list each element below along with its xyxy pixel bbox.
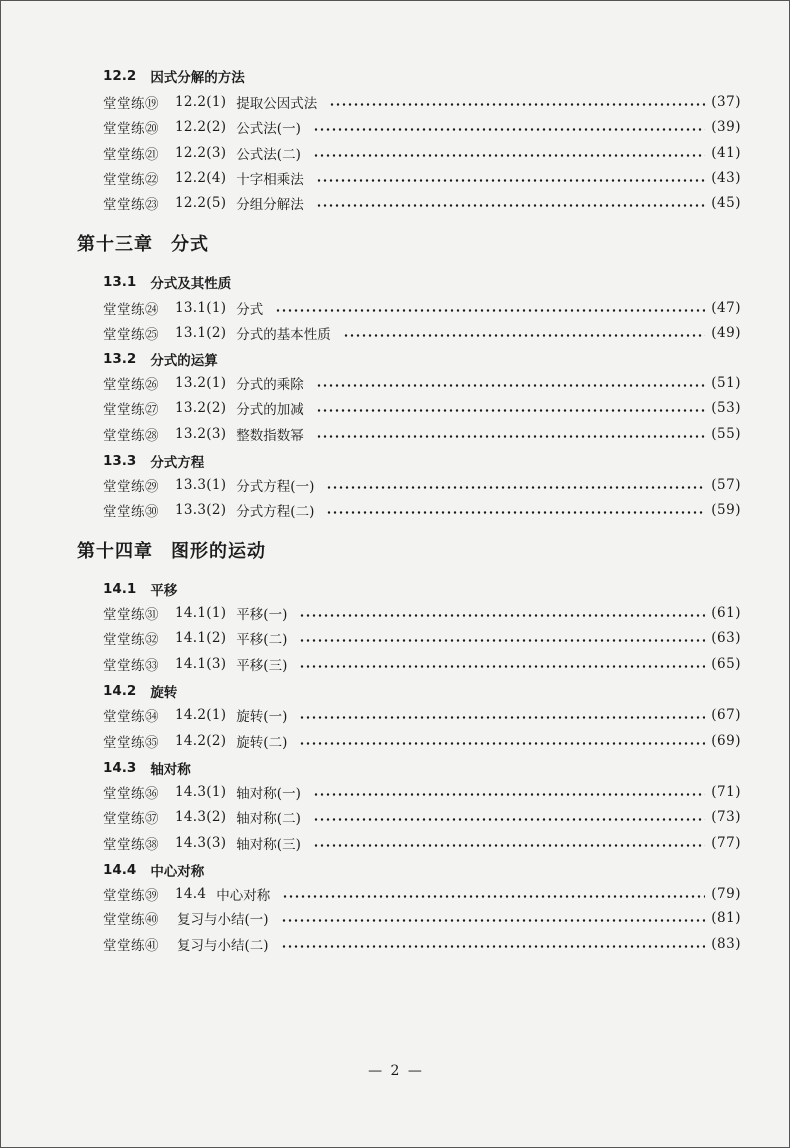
toc-entry[interactable] xyxy=(103,296,741,320)
page-reference: (43) xyxy=(711,170,741,186)
lesson-code: 14.3(2) xyxy=(175,809,227,825)
lesson-code: 13.3(1) xyxy=(175,477,227,493)
exercise-label: 堂堂练㊴ xyxy=(103,888,159,904)
lesson-title: 平移(三) xyxy=(236,658,288,674)
lesson-title: 分式 xyxy=(236,302,264,318)
lesson-title: 整数指数幂 xyxy=(236,428,304,444)
lesson-code: 13.2(2) xyxy=(175,400,227,416)
page-reference: (63) xyxy=(711,630,741,646)
page-reference: (65) xyxy=(711,656,741,672)
exercise-label: 堂堂练㉞ xyxy=(103,709,159,725)
lesson-title: 公式法(二) xyxy=(236,147,301,163)
section-number: 14.1 xyxy=(103,581,137,597)
lesson-code: 12.2(5) xyxy=(175,195,227,211)
chapter-number: 第十四章 xyxy=(77,541,153,562)
dot-leader xyxy=(299,639,705,642)
exercise-label: 堂堂练㉔ xyxy=(103,302,159,318)
lesson-title: 旋转(二) xyxy=(236,735,288,751)
exercise-label: 堂堂练㊵ xyxy=(103,912,159,928)
section-heading xyxy=(103,64,245,88)
exercise-label: 堂堂练㉟ xyxy=(103,735,159,751)
section-heading xyxy=(103,577,177,601)
section-heading xyxy=(103,347,218,371)
lesson-code: 13.3(2) xyxy=(175,502,227,518)
exercise-label: 堂堂练㊱ xyxy=(103,786,159,802)
lesson-code: 14.1(1) xyxy=(175,605,227,621)
lesson-code: 14.1(3) xyxy=(175,656,227,672)
section-title: 分式的运算 xyxy=(150,353,218,369)
lesson-code: 14.1(2) xyxy=(175,630,227,646)
section-number: 13.2 xyxy=(103,351,137,367)
lesson-code: 12.2(1) xyxy=(175,94,227,110)
toc-entry[interactable] xyxy=(103,882,741,906)
dot-leader xyxy=(299,614,705,617)
toc-entry[interactable] xyxy=(103,626,741,650)
dot-leader xyxy=(316,204,705,207)
page-reference: (47) xyxy=(711,300,741,316)
dot-leader xyxy=(316,409,705,412)
exercise-label: 堂堂练㉜ xyxy=(103,632,159,648)
section-heading xyxy=(103,679,177,703)
toc-entry[interactable] xyxy=(103,601,741,625)
exercise-label: 堂堂练㉘ xyxy=(103,428,159,444)
lesson-code: 14.2(2) xyxy=(175,733,227,749)
dot-leader xyxy=(299,742,705,745)
lesson-title: 分式方程(一) xyxy=(236,479,315,495)
chapter-title: 分式 xyxy=(171,234,209,255)
toc-entry[interactable] xyxy=(103,652,741,676)
lesson-code: 13.2(3) xyxy=(175,426,227,442)
page-reference: (49) xyxy=(711,325,741,341)
dot-leader xyxy=(299,716,705,719)
lesson-title: 平移(二) xyxy=(236,632,288,648)
exercise-label: 堂堂练⑳ xyxy=(103,121,159,137)
dot-leader xyxy=(316,435,705,438)
section-number: 14.3 xyxy=(103,760,137,776)
lesson-title: 中心对称 xyxy=(216,888,271,904)
dot-leader xyxy=(326,511,705,514)
dot-leader xyxy=(313,818,705,821)
section-heading xyxy=(103,858,204,882)
dot-leader xyxy=(313,793,705,796)
page-reference: (51) xyxy=(711,375,741,391)
section-title: 分式及其性质 xyxy=(150,276,232,292)
lesson-code: 14.3(3) xyxy=(175,835,227,851)
section-number: 14.2 xyxy=(103,683,137,699)
toc-entry[interactable] xyxy=(103,805,741,829)
page-reference: (53) xyxy=(711,400,741,416)
lesson-code: 14.2(1) xyxy=(175,707,227,723)
dot-leader xyxy=(299,665,705,668)
page-reference: (39) xyxy=(711,119,741,135)
lesson-title: 分组分解法 xyxy=(236,197,304,213)
lesson-title: 平移(一) xyxy=(236,607,288,623)
exercise-label: 堂堂练㉛ xyxy=(103,607,159,623)
exercise-label: 堂堂练⑲ xyxy=(103,96,159,112)
page-number: — 2 — xyxy=(368,1063,424,1079)
lesson-title: 分式方程(二) xyxy=(236,504,315,520)
lesson-title: 轴对称(二) xyxy=(236,811,301,827)
page-reference: (59) xyxy=(711,502,741,518)
section-title: 中心对称 xyxy=(150,864,205,880)
exercise-label: 堂堂练㉑ xyxy=(103,147,159,163)
lesson-title: 分式的加减 xyxy=(236,402,304,418)
dot-leader xyxy=(326,486,705,489)
chapter-heading xyxy=(77,538,266,562)
dot-leader xyxy=(316,384,705,387)
lesson-title: 轴对称(一) xyxy=(236,786,301,802)
dot-leader xyxy=(281,919,706,922)
lesson-code: 13.1(2) xyxy=(175,325,227,341)
toc-entry[interactable] xyxy=(103,473,741,497)
toc-entry[interactable] xyxy=(103,906,741,930)
lesson-code: 12.2(3) xyxy=(175,145,227,161)
section-title: 平移 xyxy=(150,583,178,599)
toc-entry[interactable] xyxy=(103,90,741,114)
exercise-label: 堂堂练㉓ xyxy=(103,197,159,213)
exercise-label: 堂堂练㉕ xyxy=(103,327,159,343)
section-title: 轴对称 xyxy=(150,762,191,778)
page-reference: (69) xyxy=(711,733,741,749)
toc-entry[interactable] xyxy=(103,932,741,956)
exercise-label: 堂堂练㉗ xyxy=(103,402,159,418)
lesson-code: 14.3(1) xyxy=(175,784,227,800)
lesson-title: 分式的乘除 xyxy=(236,377,304,393)
section-number: 14.4 xyxy=(103,862,137,878)
toc-entry[interactable] xyxy=(103,115,741,139)
section-number: 13.1 xyxy=(103,274,137,290)
toc-entry[interactable] xyxy=(103,422,741,446)
page-reference: (83) xyxy=(711,936,741,952)
lesson-title: 轴对称(三) xyxy=(236,837,301,853)
exercise-label: 堂堂练㉝ xyxy=(103,658,159,674)
lesson-title: 公式法(一) xyxy=(236,121,301,137)
dot-leader xyxy=(281,945,706,948)
dot-leader xyxy=(316,179,705,182)
lesson-title: 复习与小结(二) xyxy=(177,938,269,954)
section-title: 旋转 xyxy=(150,685,178,701)
section-heading xyxy=(103,449,204,473)
section-heading xyxy=(103,270,231,294)
page-reference: (67) xyxy=(711,707,741,723)
toc-entry[interactable] xyxy=(103,141,741,165)
page-reference: (81) xyxy=(711,910,741,926)
lesson-code: 12.2(2) xyxy=(175,119,227,135)
page-reference: (37) xyxy=(711,94,741,110)
toc-entry[interactable] xyxy=(103,831,741,855)
page-reference: (41) xyxy=(711,145,741,161)
lesson-code: 13.1(1) xyxy=(175,300,227,316)
chapter-title: 图形的运动 xyxy=(171,541,266,562)
dot-leader xyxy=(275,309,705,312)
lesson-code: 13.2(1) xyxy=(175,375,227,391)
lesson-title: 提取公因式法 xyxy=(236,96,318,112)
section-number: 13.3 xyxy=(103,453,137,469)
lesson-title: 旋转(一) xyxy=(236,709,288,725)
exercise-label: 堂堂练㊲ xyxy=(103,811,159,827)
exercise-label: 堂堂练㉖ xyxy=(103,377,159,393)
page-reference: (71) xyxy=(711,784,741,800)
section-number: 12.2 xyxy=(103,68,137,84)
toc-entry[interactable] xyxy=(103,780,741,804)
lesson-code: 12.2(4) xyxy=(175,170,227,186)
page-reference: (61) xyxy=(711,605,741,621)
section-title: 分式方程 xyxy=(150,455,205,471)
section-heading xyxy=(103,756,191,780)
page-reference: (57) xyxy=(711,477,741,493)
lesson-code: 14.4 xyxy=(175,886,207,902)
page-reference: (73) xyxy=(711,809,741,825)
toc-entry[interactable] xyxy=(103,729,741,753)
dot-leader xyxy=(313,154,705,157)
exercise-label: 堂堂练㉙ xyxy=(103,479,159,495)
toc-entry[interactable] xyxy=(103,703,741,727)
toc-entry[interactable] xyxy=(103,321,741,345)
lesson-title: 十字相乘法 xyxy=(236,172,304,188)
toc-entry[interactable] xyxy=(103,371,741,395)
dot-leader xyxy=(282,895,705,898)
page-reference: (77) xyxy=(711,835,741,851)
lesson-title: 复习与小结(一) xyxy=(177,912,269,928)
chapter-heading xyxy=(77,231,209,255)
toc-entry[interactable] xyxy=(103,166,741,190)
exercise-label: 堂堂练㉚ xyxy=(103,504,159,520)
exercise-label: 堂堂练㊳ xyxy=(103,837,159,853)
section-title: 因式分解的方法 xyxy=(150,70,245,86)
dot-leader xyxy=(313,128,705,131)
dot-leader xyxy=(343,334,705,337)
exercise-label: 堂堂练㊶ xyxy=(103,938,159,954)
page-reference: (79) xyxy=(711,886,741,902)
toc-entry[interactable] xyxy=(103,191,741,215)
page-reference: (55) xyxy=(711,426,741,442)
toc-entry[interactable] xyxy=(103,498,741,522)
toc-entry[interactable] xyxy=(103,396,741,420)
dot-leader xyxy=(313,844,705,847)
dot-leader xyxy=(329,103,705,106)
page-reference: (45) xyxy=(711,195,741,211)
lesson-title: 分式的基本性质 xyxy=(236,327,331,343)
chapter-number: 第十三章 xyxy=(77,234,153,255)
exercise-label: 堂堂练㉒ xyxy=(103,172,159,188)
